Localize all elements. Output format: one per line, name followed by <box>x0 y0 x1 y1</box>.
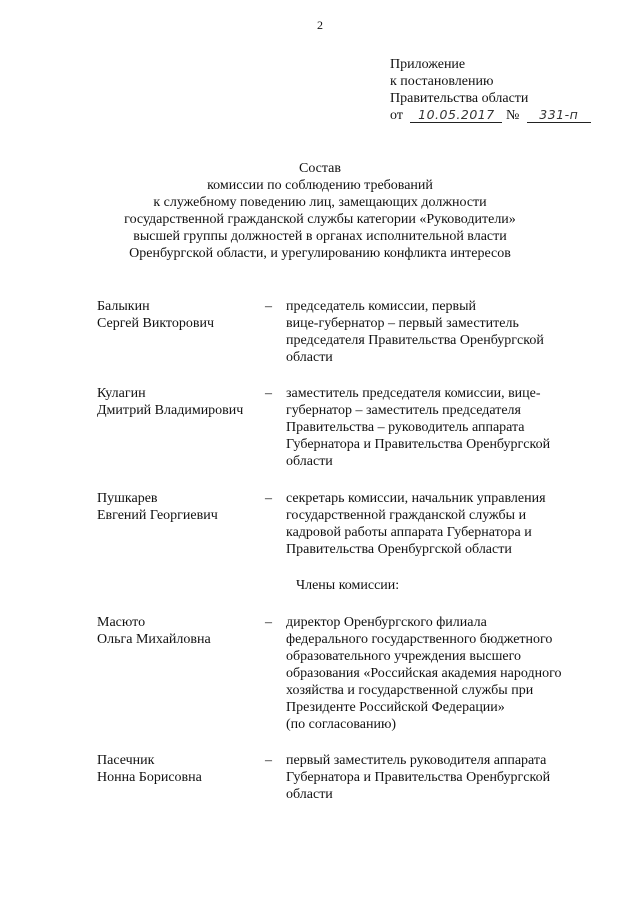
role-line: заместитель председателя комиссии, вице- <box>286 386 541 401</box>
from-label: от <box>390 108 403 123</box>
dash: – <box>265 615 272 630</box>
role-line: Правительства – руководитель аппарата <box>286 420 525 435</box>
member-surname: Пасечник <box>97 753 155 768</box>
member-given-name: Евгений Георгиевич <box>97 508 218 523</box>
role-line: председателя Правительства Оренбургской <box>286 333 544 348</box>
role-line: секретарь комиссии, начальник управления <box>286 491 546 506</box>
member-role <box>286 490 586 558</box>
member-surname: Кулагин <box>97 386 146 401</box>
role-line: председатель комиссии, первый <box>286 299 477 314</box>
appendix-line-1: Приложение <box>390 57 466 72</box>
role-line: Президенте Российской Федерации» <box>286 700 505 715</box>
title-line-2: комиссии по соблюдению требований <box>207 178 433 193</box>
appendix-line-3: Правительства области <box>390 91 529 106</box>
handwritten-number: 331-п <box>527 108 591 123</box>
appendix-date-line <box>390 107 591 124</box>
member-surname: Балыкин <box>97 299 150 314</box>
member-surname: Масюто <box>97 615 146 630</box>
member-role <box>286 752 586 803</box>
dash: – <box>265 491 272 506</box>
member-name <box>97 490 267 524</box>
role-line: Губернатора и Правительства Оренбургской <box>286 437 551 452</box>
role-line: директор Оренбургского филиала <box>286 615 487 630</box>
role-line: области <box>286 787 333 802</box>
role-line: (по согласованию) <box>286 717 397 732</box>
document-title <box>0 160 640 262</box>
member-name <box>97 298 267 332</box>
member-surname: Пушкарев <box>97 491 158 506</box>
dash: – <box>265 386 272 401</box>
member-given-name: Дмитрий Владимирович <box>97 403 244 418</box>
role-line: кадровой работы аппарата Губернатора и <box>286 525 532 540</box>
page-number: 2 <box>317 18 323 32</box>
member-name <box>97 614 267 648</box>
dash: – <box>265 299 272 314</box>
appendix-line-2: к постановлению <box>390 74 494 89</box>
member-given-name: Нонна Борисовна <box>97 770 202 785</box>
member-name <box>97 752 267 786</box>
role-line: губернатор – заместитель председателя <box>286 403 521 418</box>
role-line: области <box>286 350 333 365</box>
role-line: федерального государственного бюджетного <box>286 632 553 647</box>
number-sign: № <box>505 108 520 123</box>
title-line-5: высшей группы должностей в органах исполнительной власти <box>133 229 507 244</box>
member-role <box>286 614 586 733</box>
role-line: Губернатора и Правительства Оренбургской <box>286 770 551 785</box>
role-line: хозяйства и государственной службы при <box>286 683 534 698</box>
title-line-6: Оренбургской области, и урегулированию конфликта интересов <box>129 246 511 261</box>
appendix-block <box>390 56 591 124</box>
role-line: первый заместитель руководителя аппарата <box>286 753 547 768</box>
handwritten-date: 10.05.2017 <box>410 108 502 123</box>
dash: – <box>265 753 272 768</box>
member-given-name: Сергей Викторович <box>97 316 215 331</box>
role-line: Правительства Оренбургской области <box>286 542 512 557</box>
members-heading: Члены комиссии: <box>296 578 400 593</box>
member-name <box>97 385 267 419</box>
title-line-1: Состав <box>298 161 341 176</box>
member-role <box>286 298 586 366</box>
member-role <box>286 385 586 470</box>
role-line: образовательного учреждения высшего <box>286 649 521 664</box>
role-line: государственной гражданской службы и <box>286 508 527 523</box>
title-line-3: к служебному поведению лиц, замещающих должности <box>153 195 487 210</box>
title-line-4: государственной гражданской службы категории «Руководители» <box>124 212 516 227</box>
role-line: области <box>286 454 333 469</box>
member-given-name: Ольга Михайловна <box>97 632 211 647</box>
role-line: образования «Российская академия народного <box>286 666 562 681</box>
role-line: вице-губернатор – первый заместитель <box>286 316 519 331</box>
